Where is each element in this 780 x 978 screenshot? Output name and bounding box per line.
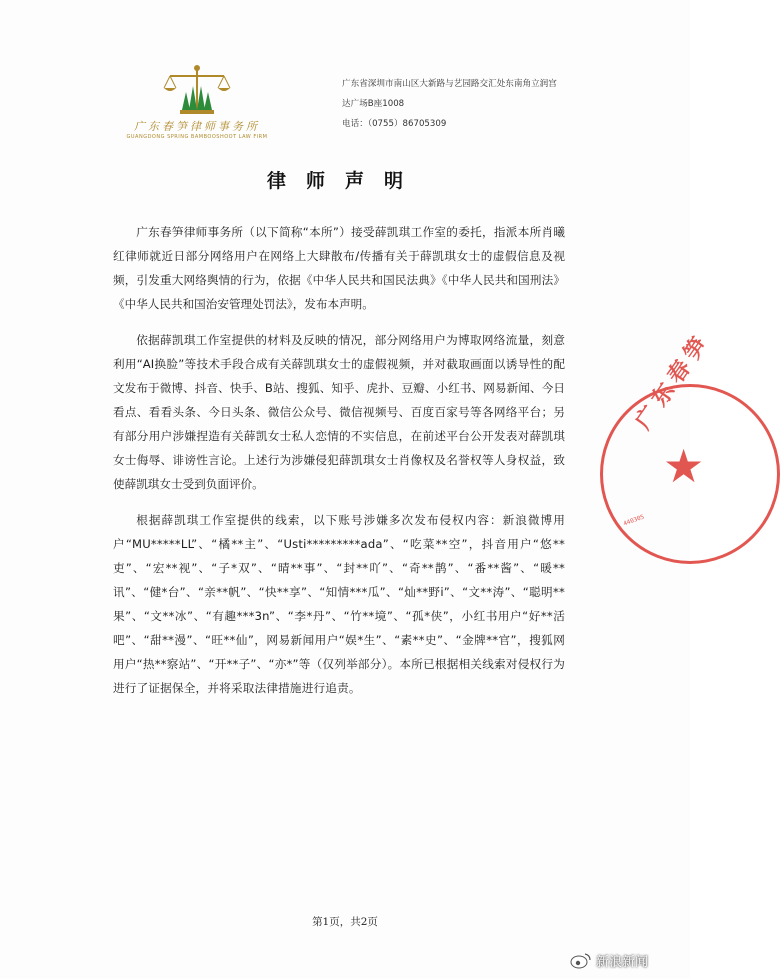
paragraph-1: 广东春笋律师事务所（以下简称“本所”）接受薛凯琪工作室的委托，指派本所肖曦红律师就近日部分网络用户在网络上大肆散布/传播有关于薛凯琪女士的虚假信息及视频，引发重大网络舆情的行为，依据《中华人民共和国民法典》《中华人民共和国刑法》《中华人民共和国治安管理处罚法》，发布本声明。 [113,225,565,311]
statement-body [113,220,565,712]
address-line-2: 达广场B座1008 [342,99,405,109]
official-seal [600,327,780,564]
page-number: 第1页，共2页 [312,916,378,928]
paragraph-2: 依据薛凯琪工作室提供的材料及反映的情况，部分网络用户为博取网络流量，刻意利用“AI换脸”等技术手段合成有关薛凯琪女士的虚假视频，并对截取画面以诱导性的配文发布于微博、抖音、快手、B站、搜狐、知乎、虎扑、豆瓣、小红书、网易新闻、今日看点、看看头条、今日头条、微信公众号、微信视频号、百度百家号等各网络平台；另有部分用户涉嫌捏造有关薛凯女士私人恋情的不实信息，在前述平台公开发表对薛凯琪女士侮辱、诽谤性言论。上述行为涉嫌侵犯薛凯琪女士肖像权及名誉权等人身权益，致使薛凯琪女士受到负面评价。 [113,333,565,491]
document-title: 律师声明 [266,170,423,192]
seal-number: 440305 [622,513,646,528]
phone-line: 电话：（0755）86705309 [342,119,447,129]
firm-name-chinese: 广东春笋律师事务所 [134,120,260,133]
seal-star-icon: ★ [663,439,705,493]
weibo-icon [570,951,592,969]
seal-text: 广东春笋 [630,327,716,435]
law-firm-logo [112,62,282,142]
watermark-text: 新浪新闻 [596,954,649,970]
scales-emblem-icon [152,62,242,120]
firm-name-english: GUANGDONG SPRING BAMBOOSHOOT LAW FIRM [126,134,268,140]
address-line-1: 广东省深圳市南山区大新路与艺园路交汇处东南角立润宫 [342,79,557,89]
paragraph-3: 根据薛凯琪工作室提供的线索，以下账号涉嫌多次发布侵权内容：新浪微博用户“MU*****LL”、“橘**主”、“Usti*********ada”、“吃菜**空”，抖音用户“悠**吏”、“宏**视”、“子*双”、“晴**事”、“封**吖”、“奇**鹊”、“番**酱”、“暖**讯”、“健*台”、“亲**帆”、“快**享”、“知情***瓜”、“灿**野i”、“文**涛”、“聪明**果”、“文**冰”、“有趣***3n”、“李*丹”、“竹**境”、“孤*侠”，小红书用户“好**活吧”、“甜**漫”、“旺**仙”，网易新闻用户“娱*生”、“素**史”、“金牌**官”，搜狐网用户“热**察站”、“开**子”、“亦*”等（仅列举部分）。本所已根据相关线索对侵权行为进行了证据保全，并将采取法律措施进行追责。 [113,513,565,695]
sina-news-watermark [570,948,648,972]
firm-address-block [342,74,602,134]
